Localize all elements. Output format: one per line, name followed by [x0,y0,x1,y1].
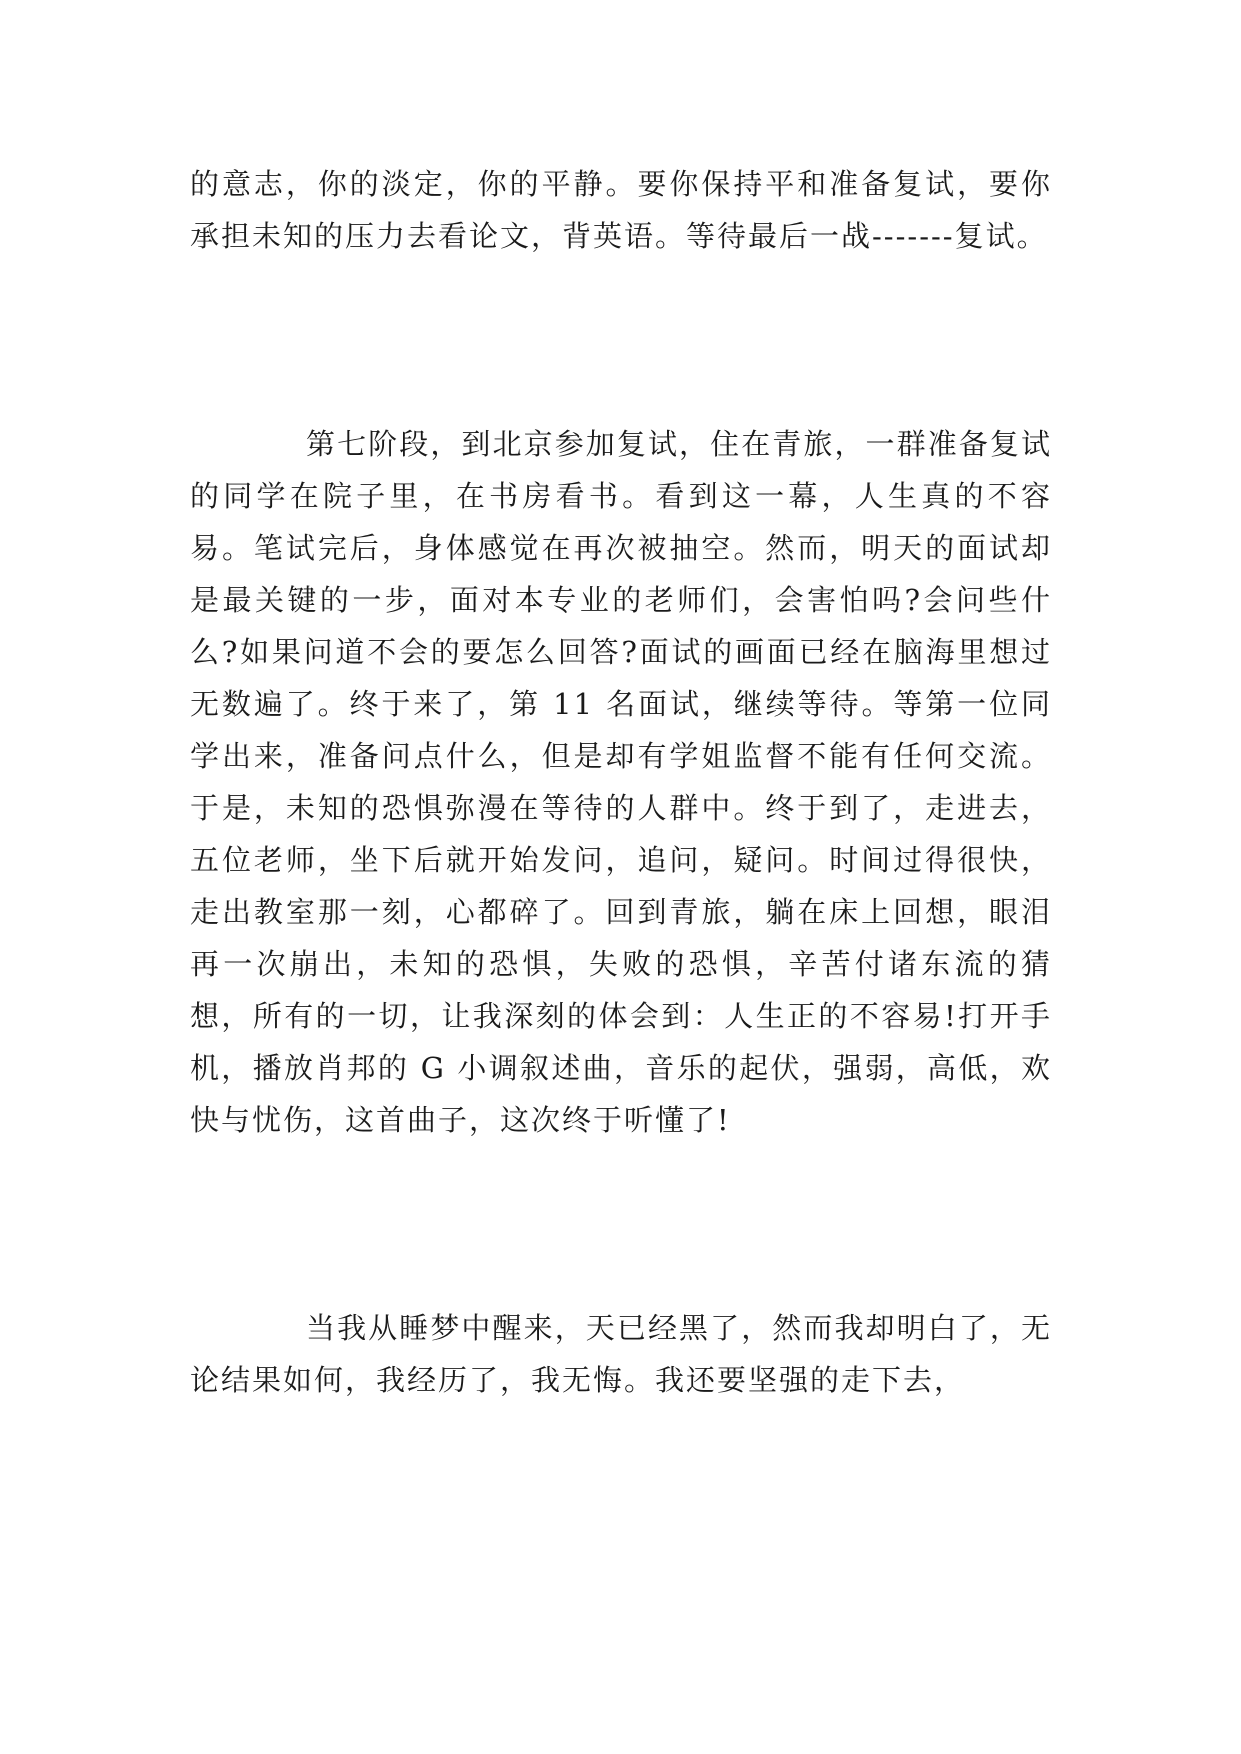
paragraph-awakening: 当我从睡梦中醒来，天已经黑了，然而我却明白了，无论结果如何，我经历了，我无悔。我还要坚强的走下去， [190,1311,1052,1397]
paragraph-stage-seven: 第七阶段，到北京参加复试，住在青旅，一群准备复试的同学在院子里，在书房看书。看到这一幕，人生真的不容易。笔试完后，身体感觉在再次被抽空。然而，明天的面试却是最关键的一步，面对本专业的老师们，会害怕吗?会问些什么?如果问道不会的要怎么回答?面试的画面已经在脑海里想过无数遍了。终于来了，第 11 名面试，继续等待。等第一位同学出来，准备问点什么，但是却有学姐监督不能有任何交流。于是，未知的恐惧弥漫在等待的人群中。终于到了，走进去，五位老师，坐下后就开始发问，追问，疑问。时间过得很快，走出教室那一刻，心都碎了。回到青旅，躺在床上回想，眼泪再一次崩出，未知的恐惧，失败的恐惧，辛苦付诸东流的猜想，所有的一切，让我深刻的体会到：人生正的不容易!打开手机，播放肖邦的 G 小调叙述曲，音乐的起伏，强弱，高低，欢快与忧伤，这首曲子，这次终于听懂了! [190,427,1052,1137]
document-body [190,158,1052,1406]
paragraph-continuation: 的意志，你的淡定，你的平静。要你保持平和准备复试，要你承担未知的压力去看论文，背英语。等待最后一战-------复试。 [190,167,1052,253]
paragraph-spacer [190,1146,1052,1302]
paragraph-spacer [190,262,1052,418]
